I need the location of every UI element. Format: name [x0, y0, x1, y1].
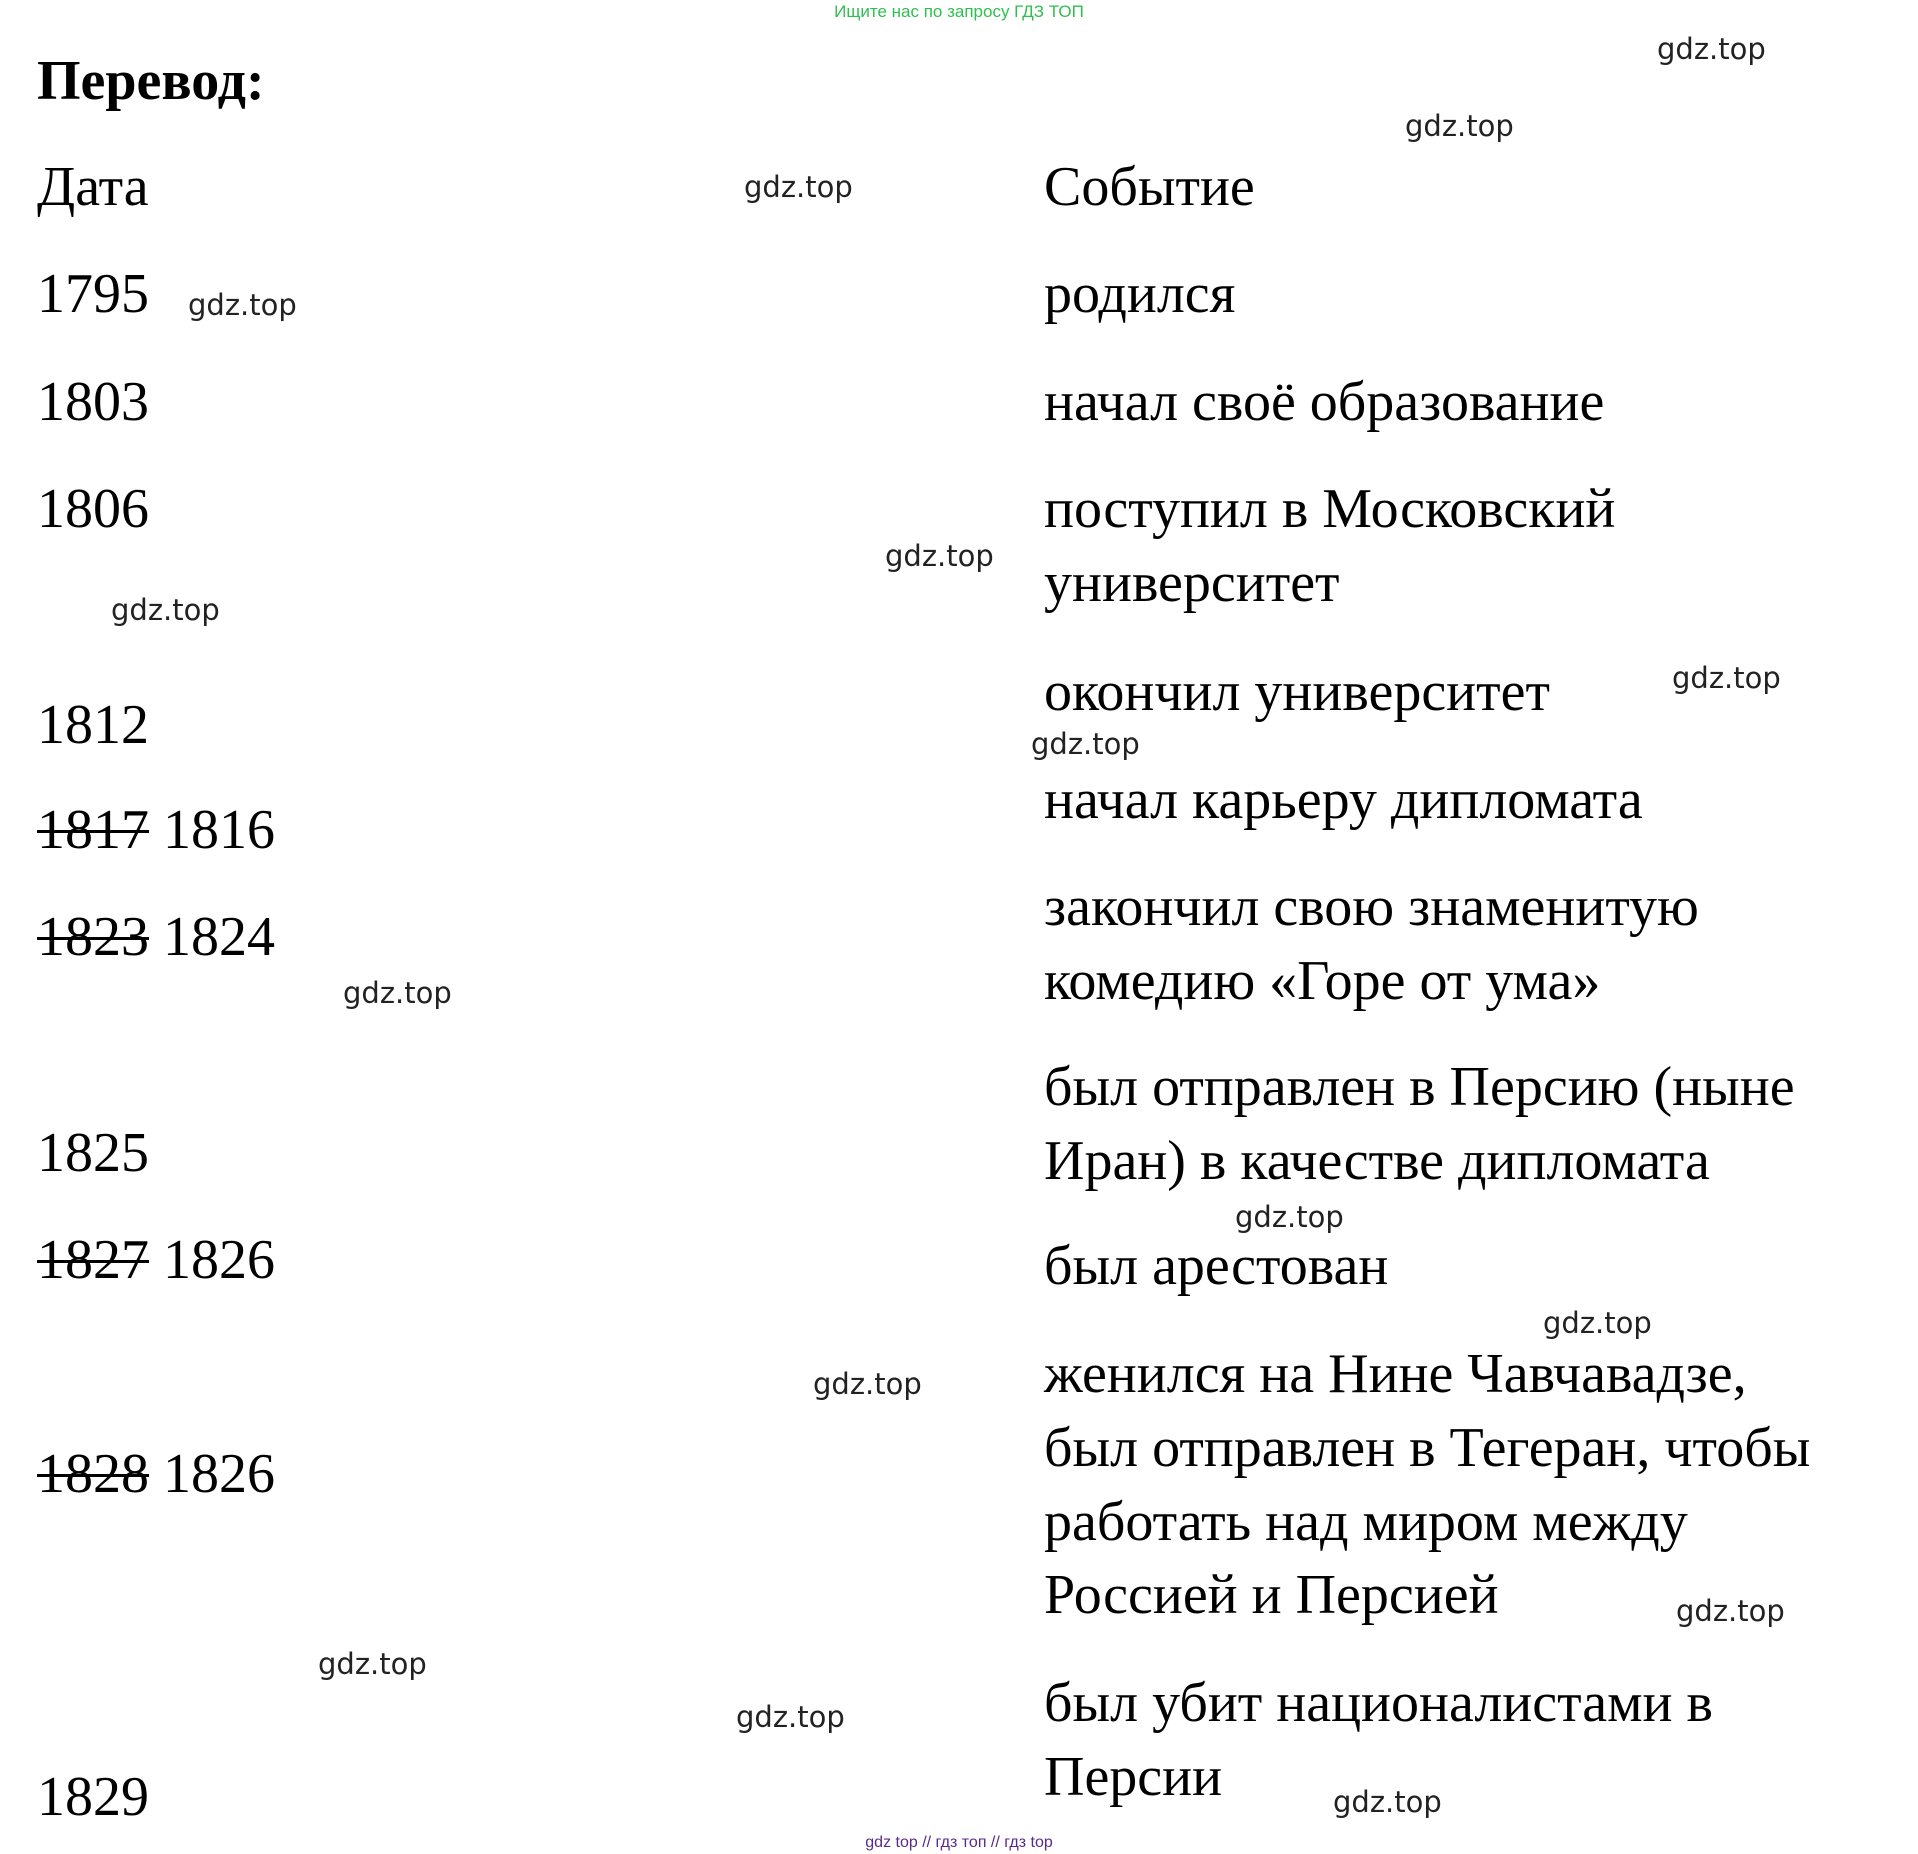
row-event-line: начал своё образование — [1044, 371, 1605, 433]
row-date-struck: 1817 — [37, 799, 149, 861]
row-event-line: родился — [1044, 263, 1236, 325]
row-event-line: был отправлен в Персию (ныне — [1044, 1056, 1795, 1118]
row-event-line: был убит националистами в — [1044, 1672, 1713, 1734]
row-date: 1826 — [163, 1229, 275, 1291]
row-date: 1803 — [37, 371, 149, 433]
row-date-group — [37, 793, 275, 867]
watermark: gdz.top — [343, 976, 452, 1010]
watermark: gdz.top — [188, 288, 297, 322]
row-date-group — [37, 1437, 275, 1511]
row-event-line: Персии — [1044, 1746, 1223, 1808]
watermark: gdz.top — [1676, 1594, 1785, 1628]
column-header-date: Дата — [37, 156, 149, 218]
row-date: 1829 — [37, 1766, 149, 1828]
watermark: gdz.top — [1672, 661, 1781, 695]
watermark: gdz.top — [744, 170, 853, 204]
watermark: gdz.top — [1031, 727, 1140, 761]
row-event-line: поступил в Московский — [1044, 478, 1616, 540]
top-banner: Ищите нас по запросу ГДЗ ТОП — [834, 2, 1084, 21]
row-event-line: окончил университет — [1044, 661, 1550, 723]
row-event-line: университет — [1044, 552, 1340, 614]
row-event-line: Россией и Персией — [1044, 1564, 1499, 1626]
row-date-struck: 1828 — [37, 1443, 149, 1505]
column-header-event: Событие — [1044, 156, 1255, 218]
row-event-line: комедию «Горе от ума» — [1044, 950, 1601, 1012]
row-date-struck: 1827 — [37, 1229, 149, 1291]
row-date-struck: 1823 — [37, 906, 149, 968]
row-date: 1806 — [37, 478, 149, 540]
row-date: 1812 — [37, 694, 149, 756]
watermark: gdz.top — [813, 1367, 922, 1401]
watermark: gdz.top — [318, 1647, 427, 1681]
row-event-line: был отправлен в Тегеран, чтобы — [1044, 1417, 1811, 1479]
row-event-line: женился на Нине Чавчавадзе, — [1044, 1343, 1747, 1405]
row-date: 1816 — [163, 799, 275, 861]
watermark: gdz.top — [1543, 1306, 1652, 1340]
watermark: gdz.top — [1235, 1200, 1344, 1234]
page-title: Перевод: — [37, 50, 265, 112]
watermark: gdz.top — [1657, 32, 1766, 66]
row-date: 1825 — [37, 1122, 149, 1184]
row-date-group — [37, 1223, 275, 1297]
footer-watermark: gdz top // гдз топ // гдз top — [865, 1834, 1053, 1851]
row-date: 1795 — [37, 263, 149, 325]
watermark: gdz.top — [736, 1700, 845, 1734]
row-date-group — [37, 900, 275, 974]
row-event-line: работать над миром между — [1044, 1491, 1688, 1553]
row-event-line: Иран) в качестве дипломата — [1044, 1130, 1710, 1192]
watermark: gdz.top — [1405, 109, 1514, 143]
row-event-line: начал карьеру дипломата — [1044, 769, 1643, 831]
row-date: 1824 — [163, 906, 275, 968]
watermark: gdz.top — [885, 539, 994, 573]
watermark: gdz.top — [111, 593, 220, 627]
row-event-line: был арестован — [1044, 1235, 1389, 1297]
row-date: 1826 — [163, 1443, 275, 1505]
watermark: gdz.top — [1333, 1785, 1442, 1819]
row-event-line: закончил свою знаменитую — [1044, 876, 1699, 938]
